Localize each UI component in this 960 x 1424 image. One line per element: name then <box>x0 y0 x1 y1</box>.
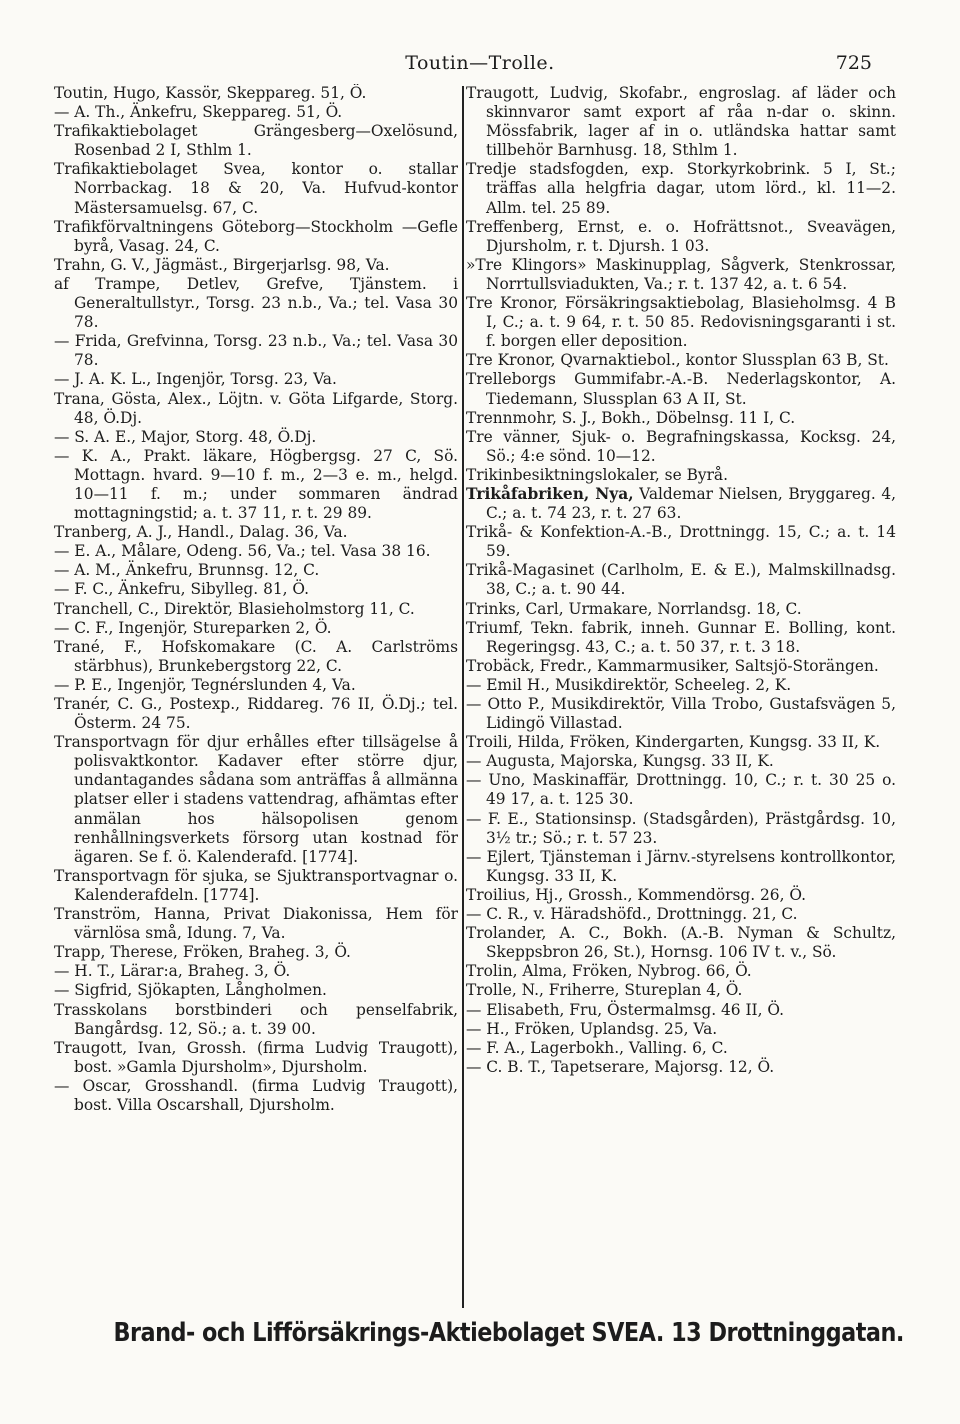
directory-entry: — F. C., Änkefru, Sibylleg. 81, Ö. <box>54 580 310 599</box>
directory-entry: Triumf, Tekn. fabrik, inneh. Gunnar E. Bolling, kont. Regeringsg. 43, C.; a. t. 50 37, r. t. 3 18. <box>466 618 896 656</box>
directory-entry: Trahn, G. V., Jägmäst., Birgerjarlsg. 98, Va. <box>54 255 390 274</box>
directory-entry: Trelleborgs Gummifabr.-A.-B. Nederlagskontor, A. Tiedemann, Slussplan 63 A II, St. <box>466 370 896 408</box>
directory-entry: Trolin, Alma, Fröken, Nybrog. 66, Ö. <box>466 962 752 981</box>
directory-entry: — E. A., Målare, Odeng. 56, Va.; tel. Vasa 38 16. <box>54 542 431 561</box>
directory-entry: Trennmohr, S. J., Bokh., Döbelnsg. 11 I, C. <box>466 408 796 427</box>
directory-entry: Tranström, Hanna, Privat Diakonissa, Hem för värnlösa små, Idung. 7, Va. <box>54 905 458 943</box>
page-title: Toutin—Trolle. <box>405 52 555 74</box>
directory-entry: — Augusta, Majorska, Kungsg. 33 II, K. <box>466 752 774 771</box>
entry-bold-lead: Trikåfabriken, Nya, <box>466 484 634 503</box>
directory-entry: Trikå-Magasinet (Carlholm, E. & E.), Malmskillnadsg. 38, C.; a. t. 90 44. <box>466 561 896 599</box>
left-column <box>54 84 458 1306</box>
directory-entry: Tre vänner, Sjuk- o. Begrafningskassa, Kocksg. 24, Sö.; 4:e sönd. 10—12. <box>466 427 896 465</box>
directory-entry: Trikå- & Konfektion-A.-B., Drottningg. 15, C.; a. t. 14 59. <box>466 523 896 561</box>
directory-entry: Toutin, Hugo, Kassör, Skeppareg. 51, Ö. <box>54 84 367 102</box>
directory-entry: af Trampe, Detlev, Grefve, Tjänstem. i Generaltullstyr., Torsg. 23 n.b., Va.; tel. Vasa 30 78. <box>54 274 458 332</box>
directory-entry: — S. A. E., Major, Storg. 48, Ö.Dj. <box>54 427 317 446</box>
right-column <box>466 84 896 1306</box>
directory-entry: — Sigfrid, Sjökapten, Långholmen. <box>54 981 327 1000</box>
directory-entry: Tranberg, A. J., Handl., Dalag. 36, Va. <box>54 523 348 542</box>
directory-entry: Trafikaktiebolaget Svea, kontor o. stallar Norrbackag. 18 & 20, Va. Hufvud-kontor Mästersamuelsg. 67, C. <box>54 160 458 217</box>
directory-entry: — Oscar, Grosshandl. (firma Ludvig Traugott), bost. Villa Oscarshall, Djursholm. <box>54 1076 458 1114</box>
directory-entry: — Frida, Grefvinna, Torsg. 23 n.b., Va.; tel. Vasa 30 78. <box>54 332 458 370</box>
directory-entry: — A. M., Änkefru, Brunnsg. 12, C. <box>54 561 320 580</box>
directory-entry: Troilius, Hj., Grossh., Kommendörsg. 26, Ö. <box>466 885 806 904</box>
directory-entry: — Elisabeth, Fru, Östermalmsg. 46 II, Ö. <box>466 1000 785 1019</box>
directory-entry: Trolle, N., Friherre, Stureplan 4, Ö. <box>466 981 743 1000</box>
directory-entry: Trinks, Carl, Urmakare, Norrlandsg. 18, C. <box>466 599 802 618</box>
directory-entry: — C. R., v. Häradshöfd., Drottningg. 21, C. <box>466 905 798 924</box>
directory-entry: — Ejlert, Tjänsteman i Järnv.-styrelsens kontrollkontor, Kungsg. 33 II, K. <box>466 847 896 885</box>
directory-entry: Tredje stadsfogden, exp. Storkyrkobrink. 5 I, St.; träffas alla helgfria dagar, utom lörd., kl. 11—2. Allm. tel. 25 89. <box>466 160 896 217</box>
directory-entry: — P. E., Ingenjör, Tegnérslunden 4, Va. <box>54 675 356 694</box>
directory-entry: Trapp, Therese, Fröken, Braheg. 3, Ö. <box>54 943 351 962</box>
directory-entry: Transportvagn för sjuka, se Sjuktransportvagnar o. Kalenderafdeln. [1774]. <box>54 866 458 904</box>
directory-entry: »Tre Klingors» Maskinupplag, Sågverk, Stenkrossar, Norrtullsviadukten, Va.; r. t. 137 42, a. t. 6 54. <box>466 255 896 293</box>
directory-entry: Transportvagn för djur erhålles efter tillsägelse å polisvaktkontor. Kadaver efter större djur, undantagandes sådana som anträffas å allmänna platser eller i stadens vattendrag, afhämtas efter anmälan hos hälsopolisen genom renhållningsverkets försorg utan kostnad för ägaren. Se f. ö. Kalenderafd. [1774]. <box>54 733 458 866</box>
directory-entry <box>466 485 896 523</box>
page-number: 725 <box>835 52 872 74</box>
directory-entry: — H. T., Lärar:a, Braheg. 3, Ö. <box>54 962 291 981</box>
directory-entry: Troili, Hilda, Fröken, Kindergarten, Kungsg. 33 II, K. <box>466 733 881 752</box>
advertisement-banner: Brand- och Lifförsäkrings-Aktiebolaget SVEA. 13 Drottninggatan. <box>113 1318 904 1348</box>
directory-entry: — Otto P., Musikdirektör, Villa Trobo, Gustafsvägen 5, Lidingö Villastad. <box>466 695 896 733</box>
directory-entry: — F. A., Lagerbokh., Valling. 6, C. <box>466 1038 728 1057</box>
directory-entry: Trasskolans borstbinderi och penselfabrik, Bangårdsg. 12, Sö.; a. t. 39 00. <box>54 1000 458 1038</box>
directory-entry: Trolander, A. C., Bokh. (A.-B. Nyman & Schultz, Skeppsbron 26, St.), Hornsg. 106 IV t. v., Sö. <box>466 924 896 962</box>
directory-entry: Traugott, Ludvig, Skofabr., engroslag. af läder och skinnvaror samt export af råa n-dar o. skinn. Mössfabrik, lager af in o. utländska hattar samt tillbehör Barnhusg. 18, Sthlm 1. <box>466 84 896 160</box>
directory-entry: — J. A. K. L., Ingenjör, Torsg. 23, Va. <box>54 370 337 389</box>
directory-entry: Treffenberg, Ernst, e. o. Hofrättsnot., Sveavägen, Djursholm, r. t. Djursh. 1 03. <box>466 217 896 255</box>
directory-entry: Trafikförvaltningens Göteborg—Stockholm —Gefle byrå, Vasag. 24, C. <box>54 217 458 255</box>
directory-entry: Trikinbesiktningslokaler, se Byrå. <box>466 465 728 484</box>
directory-entry: — K. A., Prakt. läkare, Högbergsg. 27 C, Sö. Mottagn. hvard. 9—10 f. m., 2—3 e. m., helgd. 10—11 f. m.; under sommaren ändrad mottagningstid; a. t. 37 11, r. t. 29 89. <box>54 446 458 523</box>
entry-rest: Valdemar Nielsen, Bryggareg. 4, C.; a. t. 74 23, r. t. 27 63. <box>486 484 896 523</box>
directory-entry: — F. E., Stationsinsp. (Stadsgården), Prästgårdsg. 10, 3½ tr.; Sö.; r. t. 57 23. <box>466 809 896 847</box>
directory-entry: Trana, Gösta, Alex., Löjtn. v. Göta Lifgarde, Storg. 48, Ö.Dj. <box>54 389 458 427</box>
directory-entry: Traugott, Ivan, Grossh. (firma Ludvig Traugott), bost. »Gamla Djursholm», Djursholm. <box>54 1038 458 1076</box>
directory-entry: Tre Kronor, Försäkringsaktiebolag, Blasieholmsg. 4 B I, C.; a. t. 9 64, r. t. 50 85. Redovisningsgaranti i st. f. borgen eller deposition. <box>466 294 896 351</box>
directory-entry: — H., Fröken, Uplandsg. 25, Va. <box>466 1019 718 1038</box>
directory-entry: — Uno, Maskinaffär, Drottningg. 10, C.; r. t. 30 25 o. 49 17, a. t. 125 30. <box>466 771 896 809</box>
directory-entry: Trobäck, Fredr., Kammarmusiker, Saltsjö-Storängen. <box>466 656 879 675</box>
directory-entry: Tre Kronor, Qvarnaktiebol., kontor Slussplan 63 B, St. <box>466 351 889 370</box>
directory-entry: Tranchell, C., Direktör, Blasieholmstorg 11, C. <box>54 599 415 618</box>
directory-entry: Tranér, C. G., Postexp., Riddareg. 76 II, Ö.Dj.; tel. Österm. 24 75. <box>54 695 458 733</box>
directory-entry: — C. F., Ingenjör, Stureparken 2, Ö. <box>54 618 332 637</box>
directory-entry: Trané, F., Hofskomakare (C. A. Carlströms stärbhus), Brunkebergstorg 22, C. <box>54 637 458 675</box>
directory-entry: Trafikaktiebolaget Grängesberg—Oxelösund, Rosenbad 2 I, Sthlm 1. <box>54 122 458 160</box>
directory-entry: — Emil H., Musikdirektör, Scheeleg. 2, K. <box>466 675 792 694</box>
column-divider <box>462 86 464 1308</box>
directory-entry: — A. Th., Änkefru, Skeppareg. 51, Ö. <box>54 103 343 122</box>
directory-entry: — C. B. T., Tapetserare, Majorsg. 12, Ö. <box>466 1057 775 1076</box>
